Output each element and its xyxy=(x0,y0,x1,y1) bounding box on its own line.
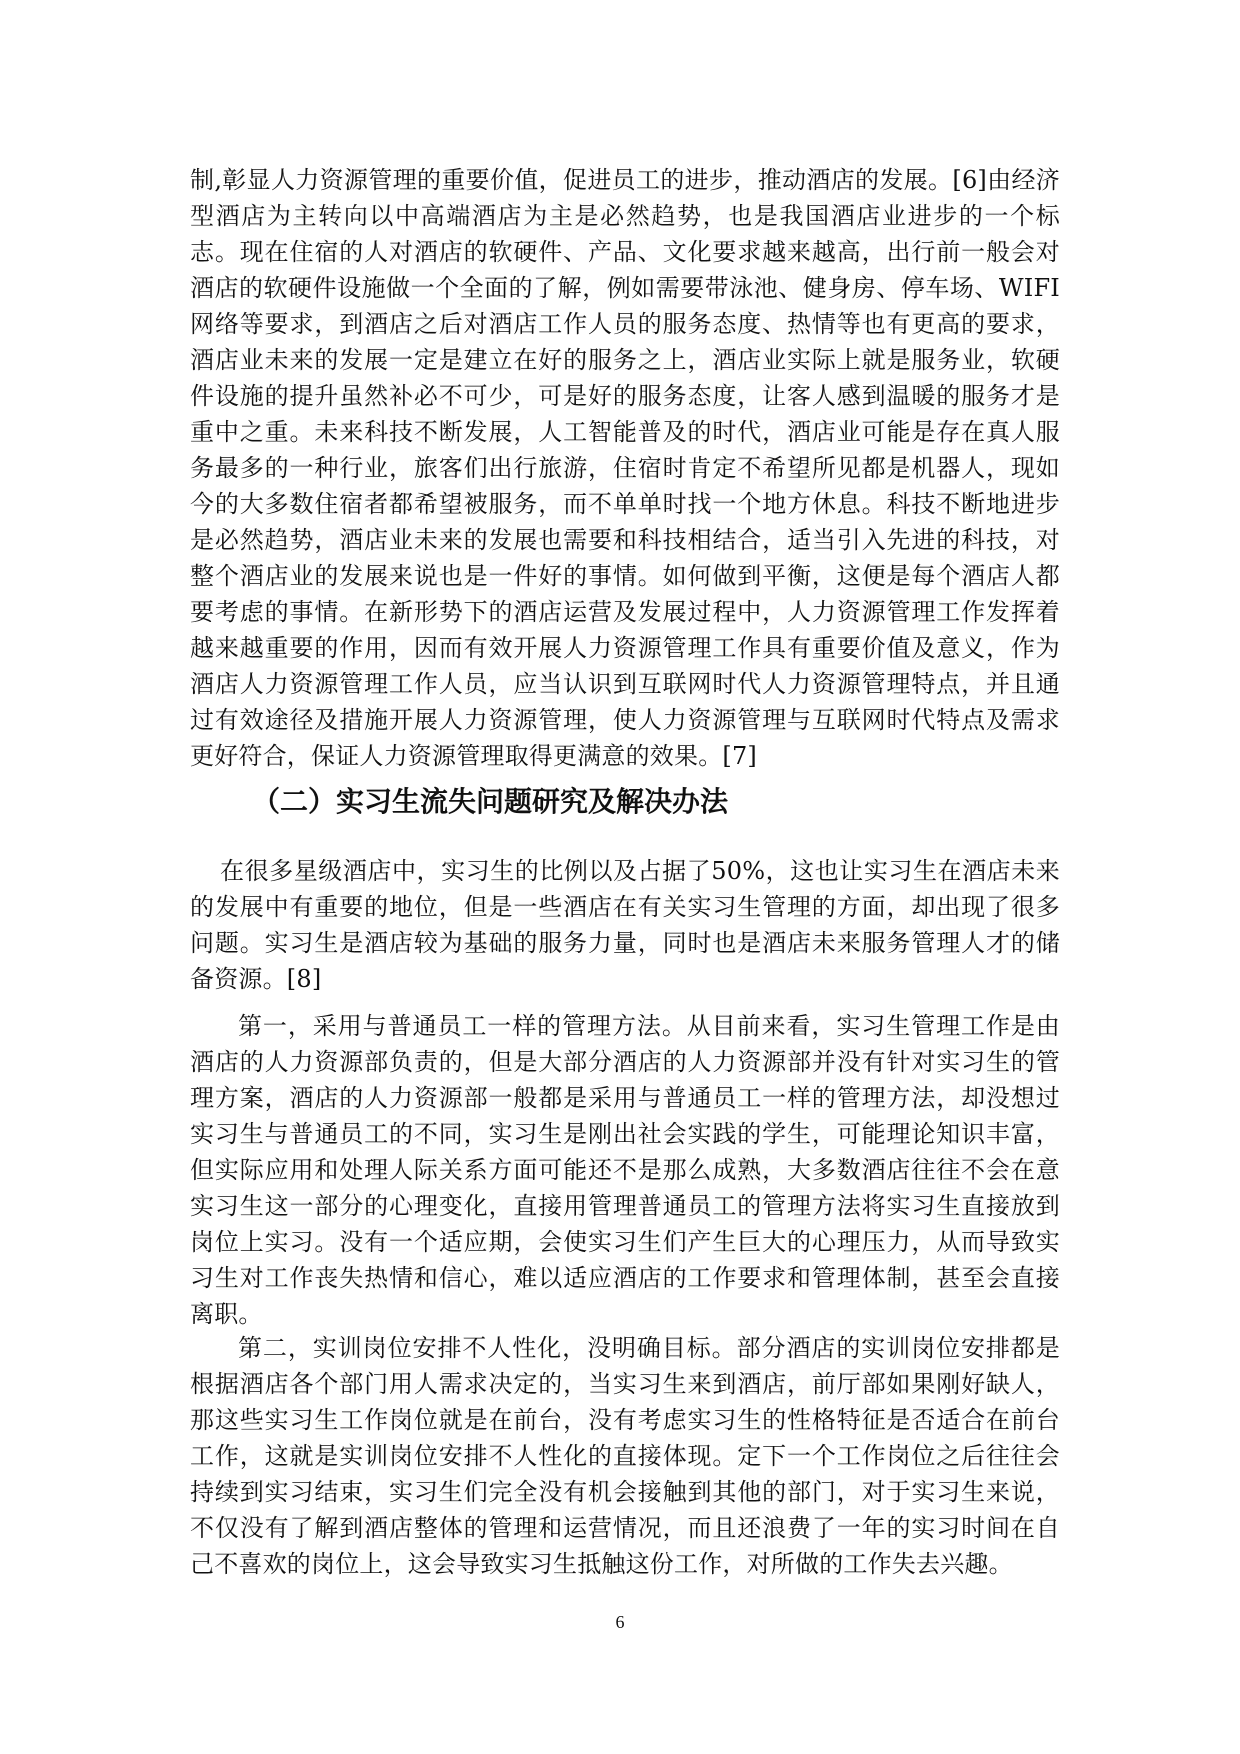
paragraph-intro: 在很多星级酒店中，实习生的比例以及占据了50%，这也让实习生在酒店未来的发展中有重要的地位，但是一些酒店在有关实习生管理的方面，却出现了很多问题。实习生是酒店较为基础的服务力量，同时也是酒店未来服务管理人才的储备资源。[8] xyxy=(190,857,1060,993)
paragraph-first-point: 第一，采用与普通员工一样的管理方法。从目前来看，实习生管理工作是由酒店的人力资源部负责的，但是大部分酒店的人力资源部并没有针对实习生的管理方案，酒店的人力资源部一般都是采用与普通员工一样的管理方法，却没想过实习生与普通员工的不同，实习生是刚出社会实践的学生，可能理论知识丰富，但实际应用和处理人际关系方面可能还不是那么成熟，大多数酒店往往不会在意实习生这一部分的心理变化，直接用管理普通员工的管理方法将实习生直接放到岗位上实习。没有一个适应期，会使实习生们产生巨大的心理压力，从而导致实习生对工作丧失热情和信心，难以适应酒店的工作要求和管理体制，甚至会直接离职。 xyxy=(190,1012,1060,1328)
page-number: 6 xyxy=(615,1612,625,1632)
paragraph-continuation: 制,彰显人力资源管理的重要价值，促进员工的进步，推动酒店的发展。[6]由经济型酒店为主转向以中高端酒店为主是必然趋势，也是我国酒店业进步的一个标志。现在住宿的人对酒店的软硬件、产品、文化要求越来越高，出行前一般会对酒店的软硬件设施做一个全面的了解，例如需要带泳池、健身房、停车场、WIFI网络等要求，到酒店之后对酒店工作人员的服务态度、热情等也有更高的要求，酒店业未来的发展一定是建立在好的服务之上，酒店业实际上就是服务业，软硬件设施的提升虽然补必不可少，可是好的服务态度，让客人感到温暖的服务才是重中之重。未来科技不断发展，人工智能普及的时代，酒店业可能是存在真人服务最多的一种行业，旅客们出行旅游，住宿时肯定不希望所见都是机器人，现如今的大多数住宿者都希望被服务，而不单单时找一个地方休息。科技不断地进步是必然趋势，酒店业未来的发展也需要和科技相结合，适当引入先进的科技，对整个酒店业的发展来说也是一件好的事情。如何做到平衡，这便是每个酒店人都要考虑的事情。在新形势下的酒店运营及发展过程中，人力资源管理工作发挥着越来越重要的作用，因而有效开展人力资源管理工作具有重要价值及意义，作为酒店人力资源管理工作人员，应当认识到互联网时代人力资源管理特点，并且通过有效途径及措施开展人力资源管理，使人力资源管理与互联网时代特点及需求更好符合，保证人力资源管理取得更满意的效果。[7] xyxy=(190,166,1060,770)
section-heading: （二）实习生流失问题研究及解决办法 xyxy=(252,785,729,818)
paragraph-second-point: 第二，实训岗位安排不人性化，没明确目标。部分酒店的实训岗位安排都是根据酒店各个部门用人需求决定的，当实习生来到酒店，前厅部如果刚好缺人，那这些实习生工作岗位就是在前台，没有考虑实习生的性格特征是否适合在前台工作，这就是实训岗位安排不人性化的直接体现。定下一个工作岗位之后往往会持续到实习结束，实习生们完全没有机会接触到其他的部门，对于实习生来说，不仅没有了解到酒店整体的管理和运营情况，而且还浪费了一年的实习时间在自己不喜欢的岗位上，这会导致实习生抵触这份工作，对所做的工作失去兴趣。 xyxy=(190,1334,1060,1578)
